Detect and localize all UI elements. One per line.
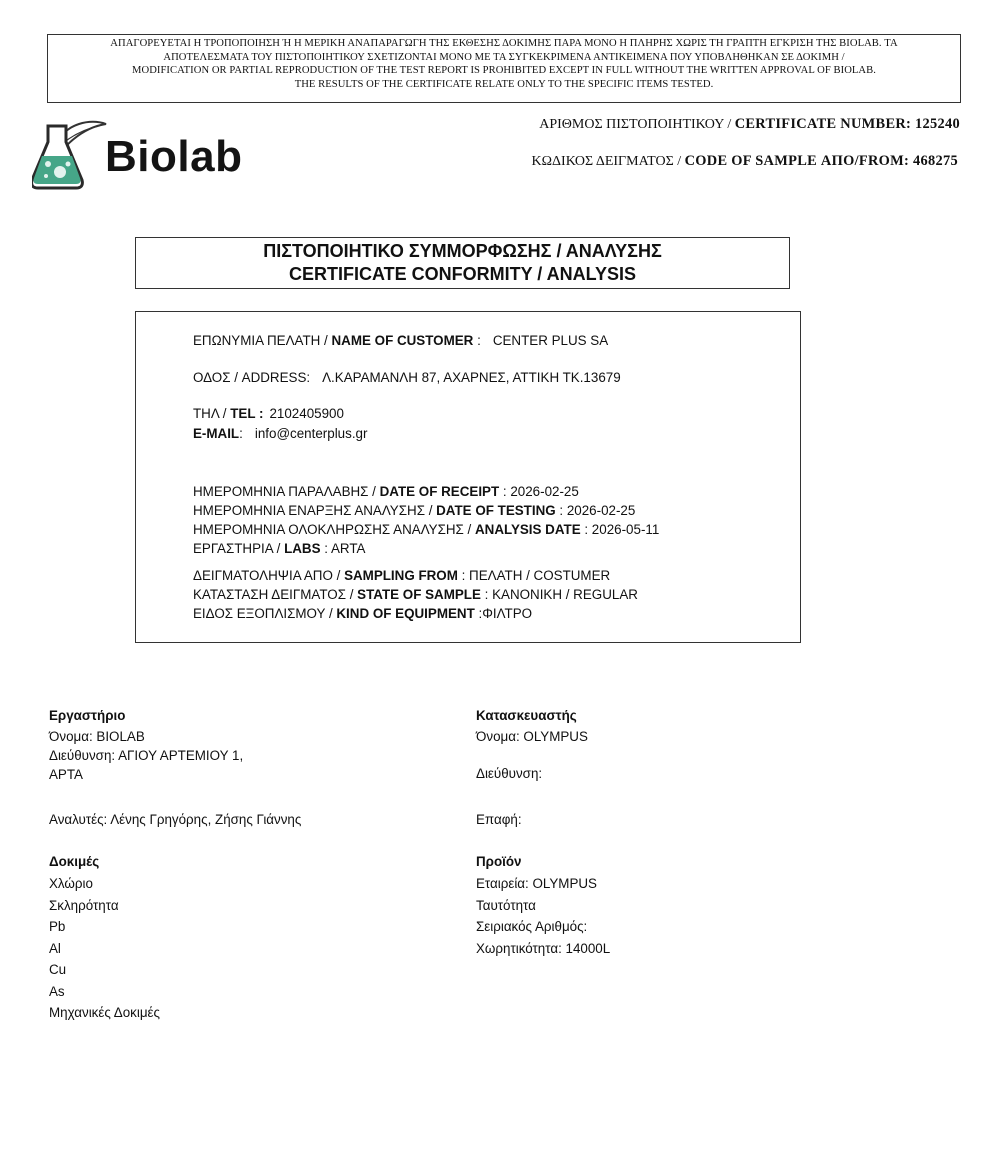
title-english: CERTIFICATE CONFORMITY / ANALYSIS	[288, 264, 637, 284]
equipment-value: :ΦΙΛΤΡΟ	[474, 606, 533, 621]
lab-section	[49, 707, 243, 784]
customer-separator: :	[473, 333, 481, 348]
test-item: Pb	[49, 919, 66, 934]
lab-address-line2: ΑΡΤΑ	[49, 767, 83, 782]
receipt-date-row	[193, 483, 579, 501]
analysis-date-label-en: ANALYSIS DATE	[474, 522, 581, 537]
manufacturer-section	[476, 707, 588, 746]
test-item: As	[49, 983, 65, 999]
sampling-label-gr: ΔΕΙΓΜΑΤΟΛΗΨΙΑ ΑΠΟ /	[193, 568, 345, 583]
equipment-row	[193, 605, 532, 623]
address-label: ΟΔΟΣ / ADDRESS:	[193, 370, 311, 385]
tel-label-gr: ΤΗΛ /	[193, 406, 231, 421]
test-item: Cu	[49, 962, 67, 977]
brand-logo-text: Biolab	[105, 132, 243, 181]
sample-code-label-gr: ΚΩΔΙΚΟΣ ΔΕΙΓΜΑΤΟΣ /	[531, 154, 685, 169]
receipt-date-label-gr: ΗΜΕΡΟΜΗΝΙΑ ΠΑΡΑΛΑΒΗΣ /	[193, 484, 380, 499]
analysis-date-row	[193, 521, 659, 539]
address-row	[193, 369, 621, 387]
product-identity: Ταυτότητα	[476, 897, 536, 913]
test-item: Μηχανικές Δοκιμές	[49, 1005, 160, 1020]
tel-value: 2102405900	[269, 406, 344, 421]
labs-row	[193, 540, 365, 558]
test-item: Al	[49, 940, 61, 956]
tel-label-en: TEL :	[230, 406, 264, 421]
certificate-number	[539, 116, 960, 133]
sample-state-label-en: STATE OF SAMPLE	[357, 587, 481, 602]
customer-row	[193, 332, 608, 350]
labs-label-en: LABS	[284, 541, 321, 556]
analysts: Αναλυτές: Λένης Γρηγόρης, Ζήσης Γιάννης	[49, 812, 302, 827]
receipt-date-label-en: DATE OF RECEIPT	[379, 484, 500, 499]
analysis-date-label-gr: ΗΜΕΡΟΜΗΝΙΑ ΟΛΟΚΛΗΡΩΣΗΣ ΑΝΑΛΥΣΗΣ /	[193, 522, 475, 537]
product-section	[476, 853, 610, 961]
notice-line: THE RESULTS OF THE CERTIFICATE RELATE ONLY TO THE SPECIFIC ITEMS TESTED.	[294, 78, 714, 90]
notice-line: ΑΠΑΓΟΡΕΥΕΤΑΙ Η ΤΡΟΠΟΠΟΙΗΣΗ Ή Η ΜΕΡΙΚΗ ΑΝΑΠΑΡΑΓΩΓΗ ΤΗΣ ΕΚΘΕΣΗΣ ΔΟΚΙΜΗΣ ΠΑΡΑ ΜΟΝΟ Η ΠΛΗΡΗΣ ΧΩΡΙΣ ΤΗ ΓΡΑΠΤΗ ΕΓΚΡΙΣΗ ΤΗΣ BIOLAB. ΤΑ	[110, 38, 898, 49]
analysis-date-value: : 2026-05-11	[580, 522, 660, 537]
certificate-title	[135, 237, 790, 289]
sampling-value: : ΠΕΛΑΤΗ / COSTUMER	[457, 568, 611, 583]
customer-label-gr: ΕΠΩΝΥΜΙΑ ΠΕΛΑΤΗ /	[193, 333, 332, 348]
product-heading: Προϊόν	[476, 854, 522, 869]
labs-label-gr: ΕΡΓΑΣΤΗΡΙΑ /	[193, 541, 285, 556]
equipment-label-gr: ΕΙΔΟΣ ΕΞΟΠΛΙΣΜΟΥ /	[193, 606, 337, 621]
sample-state-row	[193, 586, 638, 604]
sample-state-label-gr: ΚΑΤΑΣΤΑΣΗ ΔΕΙΓΜΑΤΟΣ /	[193, 587, 358, 602]
email-separator: :	[239, 426, 243, 441]
testing-date-row	[193, 502, 635, 520]
equipment-label-en: KIND OF EQUIPMENT	[336, 606, 475, 621]
product-capacity: Χωρητικότητα: 14000L	[476, 940, 611, 956]
email-value: info@centerplus.gr	[254, 426, 368, 441]
certificate-number-value: CERTIFICATE NUMBER: 125240	[734, 116, 960, 132]
testing-date-label-en: DATE OF TESTING	[436, 503, 556, 518]
title-greek: ΠΙΣΤΟΠΟΙΗΤΙΚΟ ΣΥΜΜΟΡΦΩΣΗΣ / ΑΝΑΛΥΣΗΣ	[263, 241, 662, 261]
tel-row	[193, 405, 344, 423]
labs-value: : ARTA	[320, 541, 366, 556]
lab-heading: Εργαστήριο	[49, 708, 126, 723]
manufacturer-contact: Επαφή:	[476, 812, 522, 827]
certificate-number-label-gr: ΑΡΙΘΜΟΣ ΠΙΣΤΟΠΟΙΗΤΙΚΟΥ /	[539, 117, 735, 132]
manufacturer-name: Όνομα: OLYMPUS	[476, 729, 588, 744]
test-item: Σκληρότητα	[49, 897, 119, 913]
email-label: E-MAIL	[193, 426, 240, 441]
lab-name: Όνομα: BIOLAB	[49, 729, 145, 744]
notice-line: MODIFICATION OR PARTIAL REPRODUCTION OF THE TEST REPORT IS PROHIBITED EXCEPT IN FULL WITHOUT THE WRITTEN APPROVAL OF BIOLAB.	[132, 65, 876, 77]
sampling-row	[193, 567, 610, 585]
address-value: Λ.ΚΑΡΑΜΑΝΛΗ 87, ΑΧΑΡΝΕΣ, ΑΤΤΙΚΗ ΤΚ.13679	[322, 370, 621, 385]
manufacturer-heading: Κατασκευαστής	[476, 708, 577, 723]
sample-code-value: CODE OF SAMPLE ΑΠΟ/FROM: 468275	[684, 153, 958, 169]
product-company: Εταιρεία: OLYMPUS	[476, 876, 597, 891]
sample-code	[532, 153, 958, 170]
email-row	[193, 425, 367, 443]
testing-date-label-gr: ΗΜΕΡΟΜΗΝΙΑ ΕΝΑΡΞΗΣ ΑΝΑΛΥΣΗΣ /	[193, 503, 437, 518]
sample-state-value: : ΚΑΝΟΝΙΚΗ / REGULAR	[480, 587, 638, 602]
receipt-date-value: : 2026-02-25	[499, 484, 579, 499]
manufacturer-address: Διεύθυνση:	[476, 766, 543, 781]
customer-label-en: NAME OF CUSTOMER	[331, 333, 474, 348]
test-item: Χλώριο	[49, 876, 93, 891]
customer-value: CENTER PLUS SA	[492, 333, 609, 348]
sampling-label-en: SAMPLING FROM	[344, 568, 458, 583]
testing-date-value: : 2026-02-25	[555, 503, 636, 518]
disclaimer-notice	[47, 34, 961, 103]
tests-section	[49, 853, 160, 1026]
lab-address-line1: Διεύθυνση: ΑΓΙΟΥ ΑΡΤΕΜΙΟΥ 1,	[49, 748, 244, 763]
notice-line: ΑΠΟΤΕΛΕΣΜΑΤΑ ΤΟΥ ΠΙΣΤΟΠΟΙΗΤΙΚΟΥ ΣΧΕΤΙΖΟΝΤΑΙ ΜΟΝΟ ΜΕ ΤΑ ΣΥΓΚΕΚΡΙΜΕΝΑ ΑΝΤΙΚΕΙΜΕΝΑ ΠΟΥ ΥΠΟΒΛΗΘΗΚΑΝ ΣΕ ΔΟΚΙΜΗ /	[163, 51, 845, 63]
tests-heading: Δοκιμές	[49, 854, 100, 869]
product-serial: Σειριακός Αριθμός:	[476, 919, 588, 934]
